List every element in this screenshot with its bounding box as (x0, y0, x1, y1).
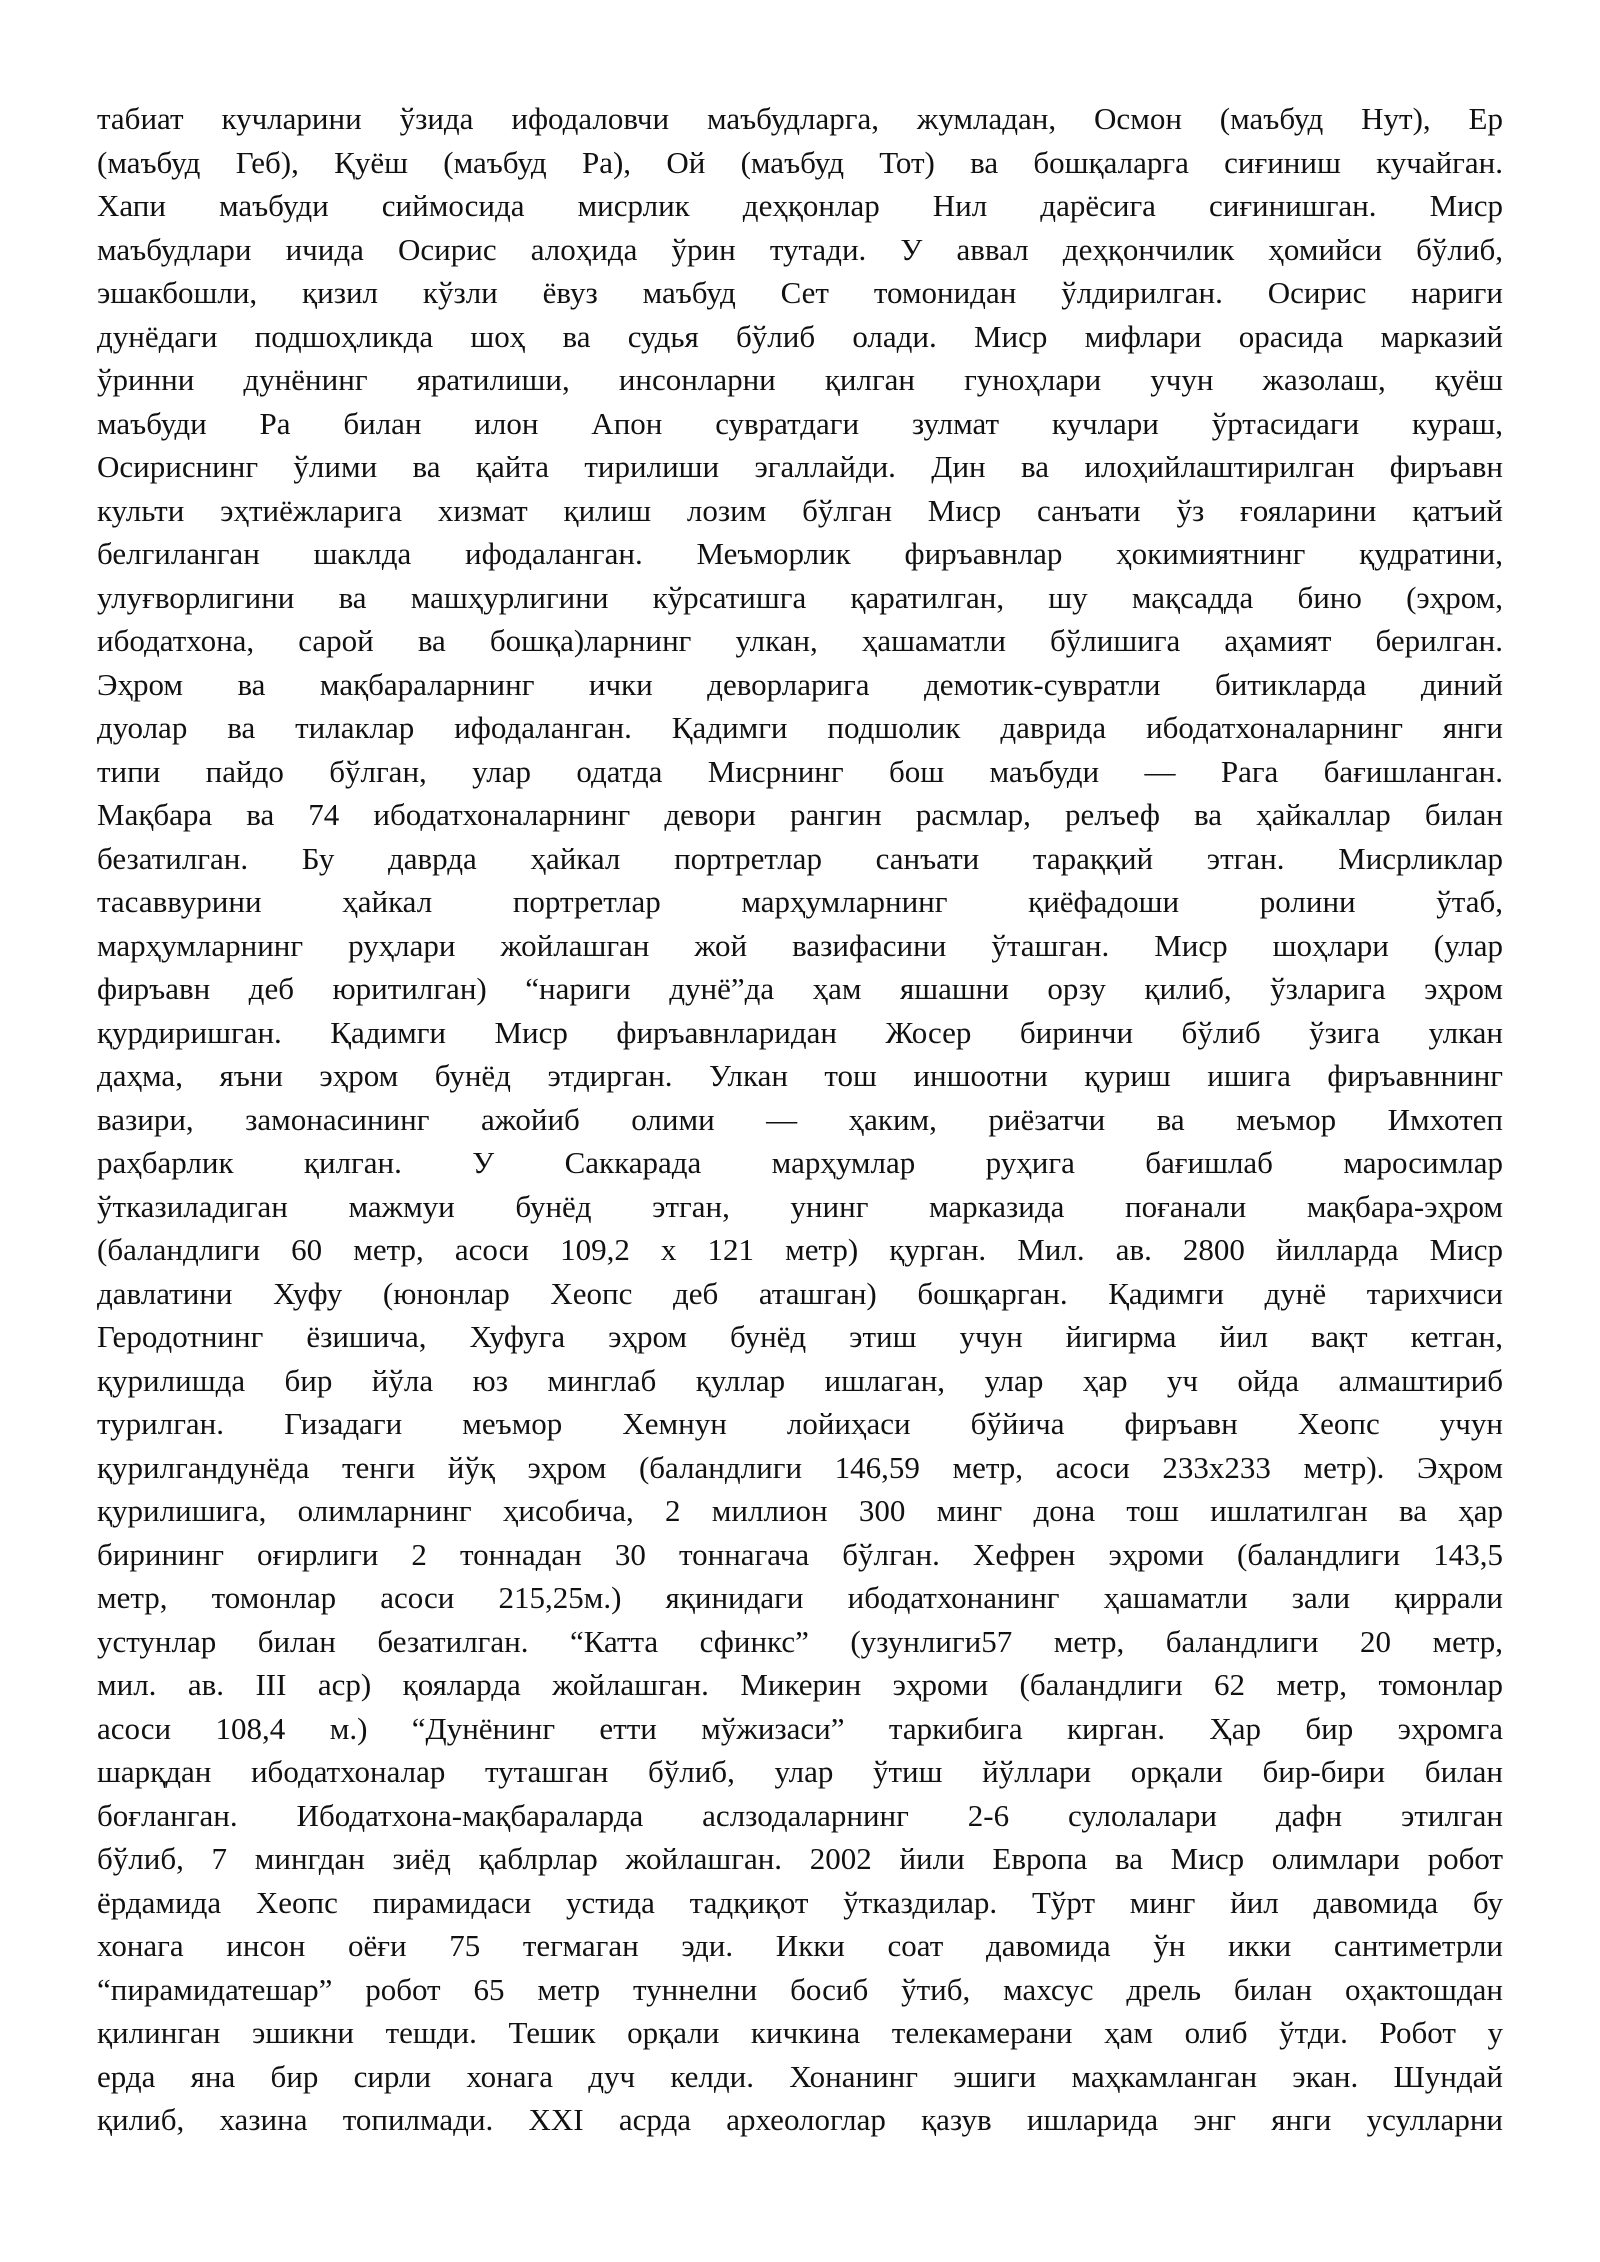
body-text (97, 97, 1503, 2142)
text-line: марҳумларнинг руҳлари жойлашган жой вазифасини ўташган. Миср шоҳлари (улар (97, 927, 1503, 963)
text-line: бирининг оғирлиги 2 тоннадан 30 тоннагача бўлган. Хефрен эҳроми (баландлиги 143,5 (97, 1536, 1503, 1572)
text-line: безатилган. Бу даврда ҳайкал портретлар санъати тараққий этган. Мисрликлар (97, 840, 1503, 876)
text-line: ўринни дунёнинг яратилиши, инсонларни қилган гуноҳлари учун жазолаш, қуёш (97, 362, 1503, 397)
text-line: “пирамидатешар” робот 65 метр туннелни босиб ўтиб, махсус дрель билан оҳактошдан (97, 1971, 1503, 2007)
text-line: турилган. Гизадаги меъмор Хемнун лойиҳаси бўйича фиръавн Хеопс учун (97, 1406, 1503, 1441)
text-line: қурилишига, олимларнинг ҳисобича, 2 миллион 300 минг дона тош ишлатилган ва ҳар (97, 1493, 1503, 1528)
text-line: культи эҳтиёжларига хизмат қилиш лозим бўлган Миср санъати ўз ғояларини қатъий (97, 492, 1503, 528)
text-line: қурилишда бир йўла юз минглаб қуллар ишлаган, улар ҳар уч ойда алмаштириб (97, 1362, 1503, 1398)
text-line: давлатини Хуфу (юнонлар Хеопс деб аташган) бошқарган. Қадимги дунё тарихчиси (97, 1275, 1503, 1311)
text-line: метр, томонлар асоси 215,25м.) яқинидаги ибодатхонанинг ҳашаматли зали қиррали (97, 1580, 1503, 1615)
text-line: боғланган. Ибодатхона-мақбараларда аслзодаларнинг 2-6 сулолалари дафн этилган (97, 1797, 1503, 1833)
text-line: типи пайдо бўлган, улар одатда Мисрнинг бош маъбуди — Рага бағишланган. (97, 753, 1503, 789)
text-line: Геродотнинг ёзишича, Хуфуга эҳром бунёд этиш учун йигирма йил вақт кетган, (97, 1319, 1503, 1354)
text-line: асоси 108,4 м.) “Дунёнинг етти мўжизаси” таркибига кирган. Ҳар бир эҳромга (97, 1710, 1503, 1746)
text-line: қилинган эшикни тешди. Тешик орқали кичкина телекамерани ҳам олиб ўтди. Робот у (97, 2015, 1503, 2050)
text-line: Хапи маъбуди сиймосида мисрлик деҳқонлар Нил дарёсига сиғинишган. Миср (97, 188, 1503, 223)
text-line: шарқдан ибодатхоналар туташган бўлиб, улар ўтиш йўллари орқали бир-бири билан (97, 1754, 1503, 1789)
text-line: маъбудлари ичида Осирис алоҳида ўрин тутади. У аввал деҳқончилик ҳомийси бўлиб, (97, 231, 1503, 267)
text-line: (баландлиги 60 метр, асоси 109,2 х 121 метр) қурган. Мил. ав. 2800 йилларда Миср (97, 1232, 1503, 1267)
text-line: раҳбарлик қилган. У Саккарада марҳумлар руҳига бағишлаб маросимлар (97, 1145, 1503, 1180)
text-line: фиръавн деб юритилган) “нариги дунё”да ҳам яшашни орзу қилиб, ўзларига эҳром (97, 971, 1503, 1006)
text-line: дуолар ва тилаклар ифодаланган. Қадимги подшолик даврида ибодатхоналарнинг янги (97, 710, 1503, 745)
text-line: эшакбошли, қизил кўзли ёвуз маъбуд Сет томонидан ўлдирилган. Осирис нариги (97, 275, 1503, 310)
text-line: маъбуди Ра билан илон Апон сувратдаги зулмат кучлари ўртасидаги кураш, (97, 405, 1503, 441)
text-line: Эҳром ва мақбараларнинг ички деворларига демотик-сувратли битикларда диний (97, 666, 1503, 702)
text-line: қилиб, хазина топилмади. XXI асрда археологлар қазув ишларида энг янги усулларни (97, 2102, 1503, 2137)
text-line: бўлиб, 7 мингдан зиёд қаблрлар жойлашган. 2002 йили Европа ва Миср олимлари робот (97, 1841, 1503, 1876)
text-line: белгиланган шаклда ифодаланган. Меъморлик фиръавнлар ҳокимиятнинг қудратини, (97, 536, 1503, 571)
text-line: Осириснинг ўлими ва қайта тирилиши эгаллайди. Дин ва илоҳийлаштирилган фиръавн (97, 449, 1503, 484)
text-line: тасаввурини ҳайкал портретлар марҳумларнинг қиёфадоши ролини ўтаб, (97, 884, 1503, 919)
text-line: ўтказиладиган мажмуи бунёд этган, унинг марказида поғанали мақбара-эҳром (97, 1188, 1503, 1224)
text-line: табиат кучларини ўзида ифодаловчи маъбудларга, жумладан, Осмон (маъбуд Нут), Ер (97, 101, 1503, 136)
text-line: вазири, замонасининг ажойиб олими — ҳаким, риёзатчи ва меъмор Имхотеп (97, 1101, 1503, 1137)
text-line: ерда яна бир сирли хонага дуч келди. Хонанинг эшиги маҳкамланган экан. Шундай (97, 2058, 1503, 2094)
text-line: ёрдамида Хеопс пирамидаси устида тадқиқот ўтказдилар. Тўрт минг йил давомида бу (97, 1884, 1503, 1920)
text-line: устунлар билан безатилган. “Катта сфинкс” (узунлиги57 метр, баландлиги 20 метр, (97, 1623, 1503, 1659)
text-line: Мақбара ва 74 ибодатхоналарнинг девори рангин расмлар, релъеф ва ҳайкаллар билан (97, 797, 1503, 832)
text-line: (маъбуд Геб), Қуёш (маъбуд Ра), Ой (маъбуд Тот) ва бошқаларга сиғиниш кучайган. (97, 144, 1503, 180)
text-line: қурилгандунёда тенги йўқ эҳром (баландлиги 146,59 метр, асоси 233х233 метр). Эҳром (97, 1449, 1503, 1485)
text-line: ибодатхона, сарой ва бошқа)ларнинг улкан, ҳашаматли бўлишига аҳамият берилган. (97, 623, 1503, 658)
text-line: мил. ав. III аср) қояларда жойлашган. Микерин эҳроми (баландлиги 62 метр, томонлар (97, 1667, 1503, 1702)
text-line: даҳма, яъни эҳром бунёд этдирган. Улкан тош иншоотни қуриш ишига фиръавннинг (97, 1058, 1503, 1093)
text-line: қурдиришган. Қадимги Миср фиръавнларидан Жосер биринчи бўлиб ўзига улкан (97, 1014, 1503, 1050)
text-line: дунёдаги подшоҳликда шоҳ ва судья бўлиб олади. Миср мифлари орасида марказий (97, 318, 1503, 354)
text-line: улуғворлигини ва машҳурлигини кўрсатишга қаратилган, шу мақсадда бино (эҳром, (97, 579, 1503, 615)
text-line: хонага инсон оёғи 75 тегмаган эди. Икки соат давомида ўн икки сантиметрли (97, 1928, 1503, 1963)
